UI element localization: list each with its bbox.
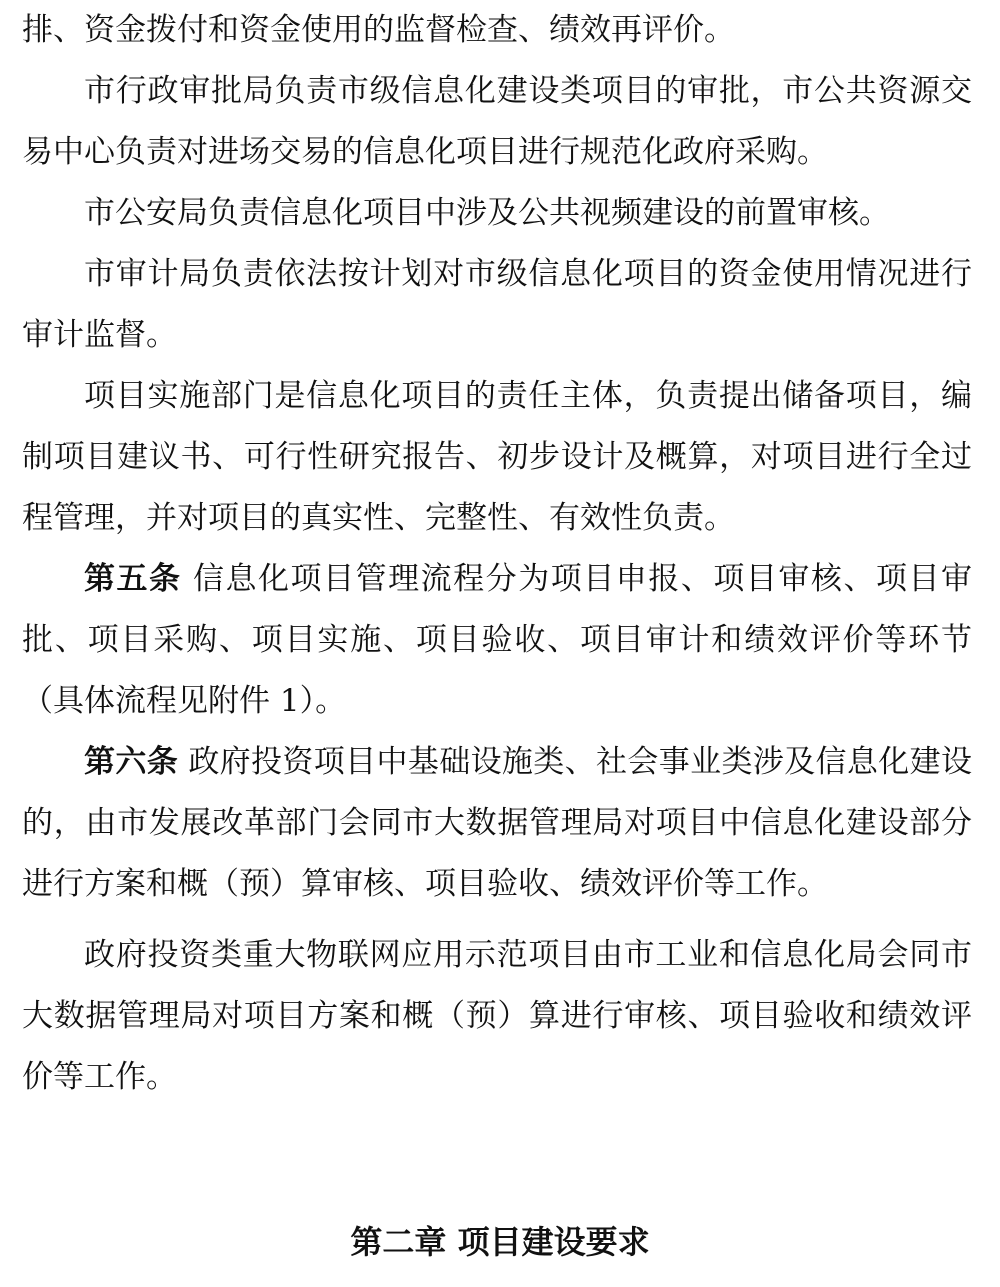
document-page bbox=[22, 0, 972, 1108]
paragraph-2 bbox=[22, 61, 972, 183]
paragraph-4 bbox=[22, 244, 972, 366]
article-label: 第五条 bbox=[84, 561, 182, 597]
paragraph-text: 市公安局负责信息化项目中涉及公共视频建设的前置审核。 bbox=[84, 195, 890, 231]
chapter-heading: 第二章 项目建设要求 bbox=[350, 1223, 650, 1261]
paragraph-text: 市行政审批局负责市级信息化建设类项目的审批，市公共资源交易中心负责对进场交易的信息化项目进行规范化政府采购。 bbox=[22, 73, 972, 170]
paragraph-1 bbox=[22, 0, 972, 61]
paragraph-text: 信息化项目管理流程分为项目申报、项目审核、项目审批、项目采购、项目实施、项目验收、项目审计和绩效评价等环节（具体流程见附件 1）。 bbox=[22, 561, 973, 719]
paragraph-text: 市审计局负责依法按计划对市级信息化项目的资金使用情况进行审计监督。 bbox=[22, 256, 972, 353]
article-label: 第六条 bbox=[84, 744, 179, 780]
paragraph-8 bbox=[22, 925, 972, 1108]
paragraph-5 bbox=[22, 366, 972, 549]
article-5 bbox=[22, 549, 972, 732]
paragraph-text: 政府投资类重大物联网应用示范项目由市工业和信息化局会同市大数据管理局对项目方案和概（预）算进行审核、项目验收和绩效评价等工作。 bbox=[22, 937, 972, 1095]
paragraph-text: 政府投资项目中基础设施类、社会事业类涉及信息化建设的，由市发展改革部门会同市大数据管理局对项目中信息化建设部分进行方案和概（预）算审核、项目验收、绩效评价等工作。 bbox=[22, 744, 973, 902]
paragraph-3 bbox=[22, 183, 972, 244]
paragraph-text: 排、资金拨付和资金使用的监督检查、绩效再评价。 bbox=[22, 12, 735, 48]
article-6 bbox=[22, 732, 972, 915]
paragraph-text: 项目实施部门是信息化项目的责任主体，负责提出储备项目，编制项目建议书、可行性研究报告、初步设计及概算，对项目进行全过程管理，并对项目的真实性、完整性、有效性负责。 bbox=[22, 378, 972, 536]
